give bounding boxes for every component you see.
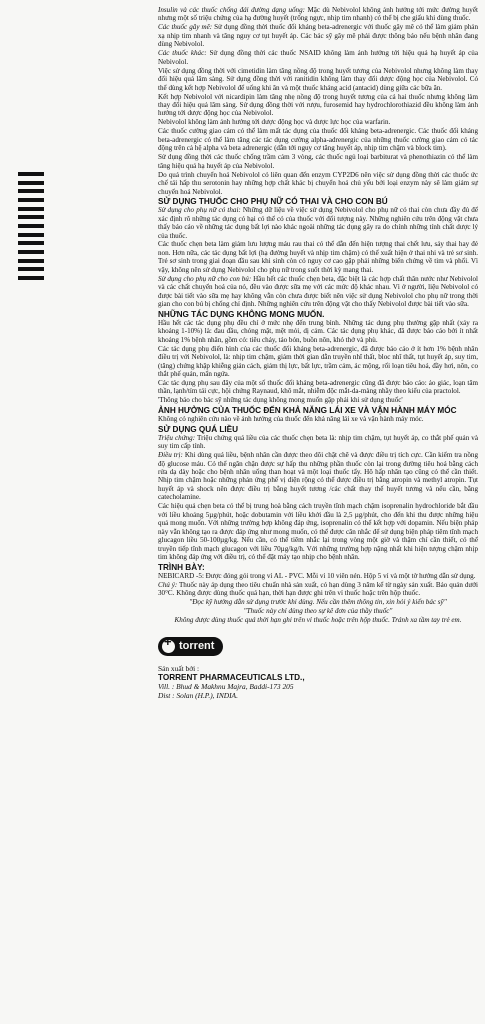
paragraph-text: Thuốc này áp dụng theo tiêu chuẩn nhà sản xuất, có hạn dùng 3 năm kể từ ngày sản xuất. Bảo quản dưới 30°C. Không được dùng thuốc quá hạn, thời hạn được ghi trên vỉ thuốc hoặc trên hộp thuốc. bbox=[158, 580, 478, 598]
paragraph-text: Hầu hết các thuốc chẹn beta, đặc biệt là các hợp chất thân nước như Nebivolol và các chất chuyển hoá của nó, đều vào được sữa mẹ với các mức độ khác nhau. Vì ở người, liệu Nebivolol có được bài tiết vào sữa mẹ hay không vẫn còn chưa được biết nên việc sử dụng Nebivolol cho phụ nữ trong thời gian cho con bú bị chống chỉ định. Những nghiên cứu trên động vật cho thấy Nebivolol được bài tiết vào sữa. bbox=[158, 274, 478, 309]
paragraph bbox=[158, 127, 478, 152]
paragraph bbox=[158, 206, 478, 240]
section-heading: NHỮNG TÁC DỤNG KHÔNG MONG MUỐN. bbox=[158, 309, 325, 319]
paragraph-text: Các tác dụng phụ sau đây của một số thuốc đối kháng beta-adrenergic cũng đã được báo cáo: ảo giác, loạn tâm thần, lạnh/tím tái cực, hội chứng Raynaud, khô mắt, nhiễm độc mắt-da-màng nhầy theo kiểu của practolol. bbox=[158, 378, 478, 396]
paragraph-text: NEBICARD -5: Được đóng gói trong vỉ AL - PVC. Mỗi vỉ 10 viên nén. Hộp 5 vỉ và một tờ hướng dẫn sử dụng. bbox=[158, 571, 476, 580]
paragraph-label: Các thuốc khác: bbox=[158, 49, 207, 58]
paragraph-text: Các tác dụng phụ điển hình của các thuốc đối kháng beta-adrenergic, đã được báo cáo ở ít hơn 1% bệnh nhân điều trị với Nebivolol, là: nhịp tim chậm, giảm thời gian dẫn truyền nhĩ thất, bloc nhĩ thất, tụt huyết áp, suy tim, (tăng) chứng khập khiễng gián cách, giảm thị lực, bất lực, trầm cảm, ác mộng, rối loạn tiêu hoá, đầy hơi, nôn, co thắt phế quản, mẩn ngứa. bbox=[158, 344, 478, 379]
manufacturer-label: Sản xuất bởi : bbox=[158, 663, 200, 673]
paragraph-text: Các thuốc chẹn beta làm giảm lưu lượng máu rau thai có thể dẫn đến hiện tượng thai chết lưu, sảy thai hay đẻ non. Hơn nữa, các tác dụng bất lợi (hạ đường huyết và nhịp tim chậm) có thể xuất hiện ở thai nhi và trẻ sơ sinh. Trẻ sơ sinh trong giai đoạn đầu sau khi sinh còn có nguy cơ cao gặp phải những biến chứng về tim và phổi. Vì vậy, không nên sử dụng Nebivolol cho phụ nữ trong suốt thời kỳ mang thai. bbox=[158, 240, 478, 274]
torrent-logo bbox=[158, 637, 223, 656]
paragraph bbox=[158, 434, 478, 451]
paragraph-label: Điều trị: bbox=[158, 451, 183, 460]
paragraph-text: Do quá trình chuyển hoá Nebivolol có liên quan đến enzym CYP2D6 nên việc sử dụng đồng thời các thuốc ức chế tái hấp thu serotonin hay những hợp chất khác bị chuyển hoá chủ yếu bởi loại enzym này sẽ làm giảm sự chuyển hoá Nebivolol. bbox=[158, 170, 478, 196]
paragraph bbox=[158, 23, 478, 48]
paragraph-text: Sử dụng đồng thời các thuốc NSAID không làm ảnh hưởng tới hiệu quả hạ huyết áp của Nebivolol. bbox=[158, 49, 478, 66]
paragraph bbox=[158, 581, 478, 598]
paragraph bbox=[158, 451, 478, 502]
paragraph bbox=[158, 49, 478, 66]
logo-text: torrent bbox=[179, 640, 215, 653]
paragraph-label: Insulin và các thuốc chống đái đường dạng uống: bbox=[158, 6, 306, 14]
paragraph-text: Mặc dù Nebivolol không ảnh hưởng tới mức đường huyết nhưng một số triệu chứng của hạ đường huyết (trống ngực, nhịp tim nhanh) có thể bị che giấu khi dùng thuốc. bbox=[158, 6, 478, 23]
paragraph-text: Các thuốc cường giao cảm có thể làm mất tác dụng của thuốc đối kháng beta-adrenergic. Các thuốc đối kháng beta-adrenergic có thể làm tăng các tác dụng cường alpha-adrenergic của những thuốc cường giao cảm có tác động trên cả hệ alpha và beta adrenergic (dẫn tới nguy cơ tăng huyết áp, nhịp tim chậm và block tim). bbox=[158, 127, 478, 153]
warning-note: "Thuốc này chỉ dùng theo sự kê đơn của thầy thuốc" bbox=[243, 607, 393, 616]
paragraph-label: Các thuốc gây mê: bbox=[158, 23, 213, 32]
paragraph-text: Sử dụng đồng thời các thuốc chống trầm cảm 3 vòng, các thuốc ngủ loại barbiturat và phenothiazin có thể làm tăng hiệu quả hạ huyết áp của Nebivolol. bbox=[158, 153, 478, 170]
torrent-logo-icon bbox=[162, 640, 175, 653]
paragraph bbox=[158, 379, 478, 396]
paragraph bbox=[158, 319, 478, 344]
paragraph-text: Hầu hết các tác dụng phụ đều chỉ ở mức nhẹ đến trung bình. Những tác dụng phụ thường gặp nhất (xảy ra khoảng 1-10%) là: đau đầu, chóng mặt, mệt mỏi, dị cảm. Các tác dụng phụ khác, đã được báo cáo bởi ít nhất khoảng 1% bệnh nhân, gồm có: tiêu chảy, táo bón, buồn nôn, khó thở và phù. bbox=[158, 318, 478, 344]
paragraph-text: Những dữ liệu về việc sử dụng Nebivolol cho phụ nữ có thai còn chưa đầy đủ để xác định rõ những tác dụng có hại có thể có của thuốc với đối tượng này. Những nghiên cứu trên động vật chưa thấy báo cáo về những tác dụng bất lợi nào khác ngoài những tác dụng gây ra do chính những tính chất dược lý của thuốc. bbox=[158, 206, 479, 240]
paragraph-text: Việc sử dụng đồng thời với cimetidin làm tăng nồng độ trong huyết tương của Nebivolol nhưng không làm thay đổi hiệu quả lâm sàng. Sử dụng đồng thời với ranitidin không làm thay đổi dược động học của Nebivolol. Có thể dùng kết hợp Nebivolol để uống khi ăn và một thuốc kháng acid (antacid) dùng giữa các bữa ăn. bbox=[158, 66, 478, 92]
paragraph-text: Khi dùng quá liều, bệnh nhân cần được theo dõi chặt chẽ và được điều trị tích cực. Cần kiểm tra nồng độ glucose máu. Có thể ngăn chặn được sự hấp thu những phần thuốc còn lại trong đường tiêu hoá bằng cách rửa dạ dày hoặc cho bệnh nhân uống than hoạt và một loại thuốc tẩy. Hô hấp nhân tạo cũng có thể cần thiết. Nhịp tim chậm hoặc những phản ứng phế vị diện rộng có thể được điều trị bằng atropin và methyl atropin. Tụt huyết áp và shock nên được điều trị bằng huyết tương /các chất thay thế huyết tương và nếu cần, bằng catecholamine. bbox=[158, 451, 478, 502]
section-heading: SỬ DỤNG QUÁ LIỀU bbox=[158, 424, 239, 434]
paragraph-text: 'Thông báo cho bác sỹ những tác dụng không mong muốn gặp phải khi sử dụng thuốc' bbox=[158, 396, 403, 405]
section-heading: SỬ DỤNG THUỐC CHO PHỤ NỮ CÓ THAI VÀ CHO CON BÚ bbox=[158, 196, 388, 206]
paragraph bbox=[158, 118, 478, 126]
section-heading: ẢNH HƯỞNG CỦA THUỐC ĐẾN KHẢ NĂNG LÁI XE VÀ VẬN HÀNH MÁY MÓC bbox=[158, 405, 457, 415]
paragraph-text: Không có nghiên cứu nào về ảnh hưởng của thuốc đến khả năng lái xe và vận hành máy móc. bbox=[158, 415, 424, 424]
paragraph bbox=[158, 502, 478, 561]
paragraph-text: Kết hợp Nebivolol với nicardipin làm tăng nhẹ nồng độ trong huyết tương của cả hai thuốc nhưng không làm thay đổi hiệu quả lâm sàng. Sử dụng đồng thời với rượu, furosemid hay hydrochlorothiazid đều không làm ảnh hưởng tới dược động học của Nebivolol. bbox=[158, 92, 478, 118]
paragraph bbox=[158, 240, 478, 274]
paragraph bbox=[158, 93, 478, 118]
paragraph bbox=[158, 6, 478, 23]
paragraph-text: Sử dụng đồng thời thuốc đối kháng beta-adrenergic với thuốc gây mê có thể làm giảm phản xạ nhịp tim nhanh và tăng nguy cơ tụt huyết áp. Các bác sỹ gây mê phải được thông báo nếu bệnh nhân đang dùng Nebivolol. bbox=[158, 23, 478, 49]
manufacturer-company: TORRENT PHARMACEUTICALS LTD., bbox=[158, 672, 305, 682]
paragraph-label: Sử dụng cho phụ nữ có thai: bbox=[158, 206, 241, 215]
paragraph-text: Nebivolol không làm ảnh hưởng tới dược động học và dược lực học của warfarin. bbox=[158, 118, 391, 127]
barcode-icon bbox=[18, 172, 44, 280]
paragraph bbox=[158, 415, 478, 423]
paragraph-text: Triệu chứng quá liều của các thuốc chẹn beta là: nhịp tim chậm, tụt huyết áp, co thắt phế quản và suy tim cấp tính. bbox=[158, 433, 478, 451]
paragraph bbox=[158, 171, 478, 196]
warning-note: Không được dùng thuốc quá thời hạn ghi trên vỉ thuốc hoặc trên hộp thuốc. Tránh xa tầm tay trẻ em. bbox=[174, 615, 462, 624]
manufacturer-district: Dist : Solan (H.P.), INDIA. bbox=[158, 690, 238, 700]
warning-note: "Đọc kỹ hướng dẫn sử dụng trước khi dùng. Nếu cần thêm thông tin, xin hỏi ý kiến bác sỹ" bbox=[189, 598, 447, 607]
paragraph bbox=[158, 153, 478, 170]
manufacturer-address: Vill. : Bhud & Makhnu Majra, Baddi-173 205 bbox=[158, 681, 294, 691]
paragraph-label: Triệu chứng: bbox=[158, 433, 196, 442]
paragraph-label: Chú ý: bbox=[158, 580, 178, 589]
manufacturer-block bbox=[158, 664, 478, 700]
paragraph-label: Sử dụng cho phụ nữ cho con bú: bbox=[158, 274, 252, 283]
leaflet-text bbox=[158, 6, 478, 700]
section-heading: TRÌNH BÀY: bbox=[158, 562, 205, 572]
paragraph bbox=[158, 275, 478, 309]
paragraph bbox=[158, 396, 478, 404]
paragraph bbox=[158, 67, 478, 92]
paragraph-text: Các hiệu quả chẹn beta có thể bị trung hoà bằng cách truyền tĩnh mạch chậm isoprenalin hydrochloride bắt đầu với liều khoảng 5µg/phút, hoặc dobutamin với liều khởi đầu là 2,5 µg/phút, cho đến khi thu được những hiệu quả mong muốn. Với những trường hợp không đáp ứng, isoprenalin có thể kết hợp với dopamin. Nếu biện pháp này vẫn không tạo ra được đáp ứng như mong muốn, có thể được cân nhắc để sử dụng biện pháp tiêm tĩnh mạch glucagon liều 50-100µg/kg. Nếu cần, có thể tiêm nhắc lại trong vòng một giờ và thậm chí cần thiết, có thể truyền tiếp tĩnh mạch glucagon với liều 70µg/kg/h. Với những trường hợp nặng nhất khi hiện tượng chậm nhịp tim không đáp ứng với điều trị, có thể đặt máy tạo nhịp cho bệnh nhân. bbox=[158, 502, 478, 562]
paragraph bbox=[158, 572, 478, 580]
paragraph bbox=[158, 345, 478, 379]
